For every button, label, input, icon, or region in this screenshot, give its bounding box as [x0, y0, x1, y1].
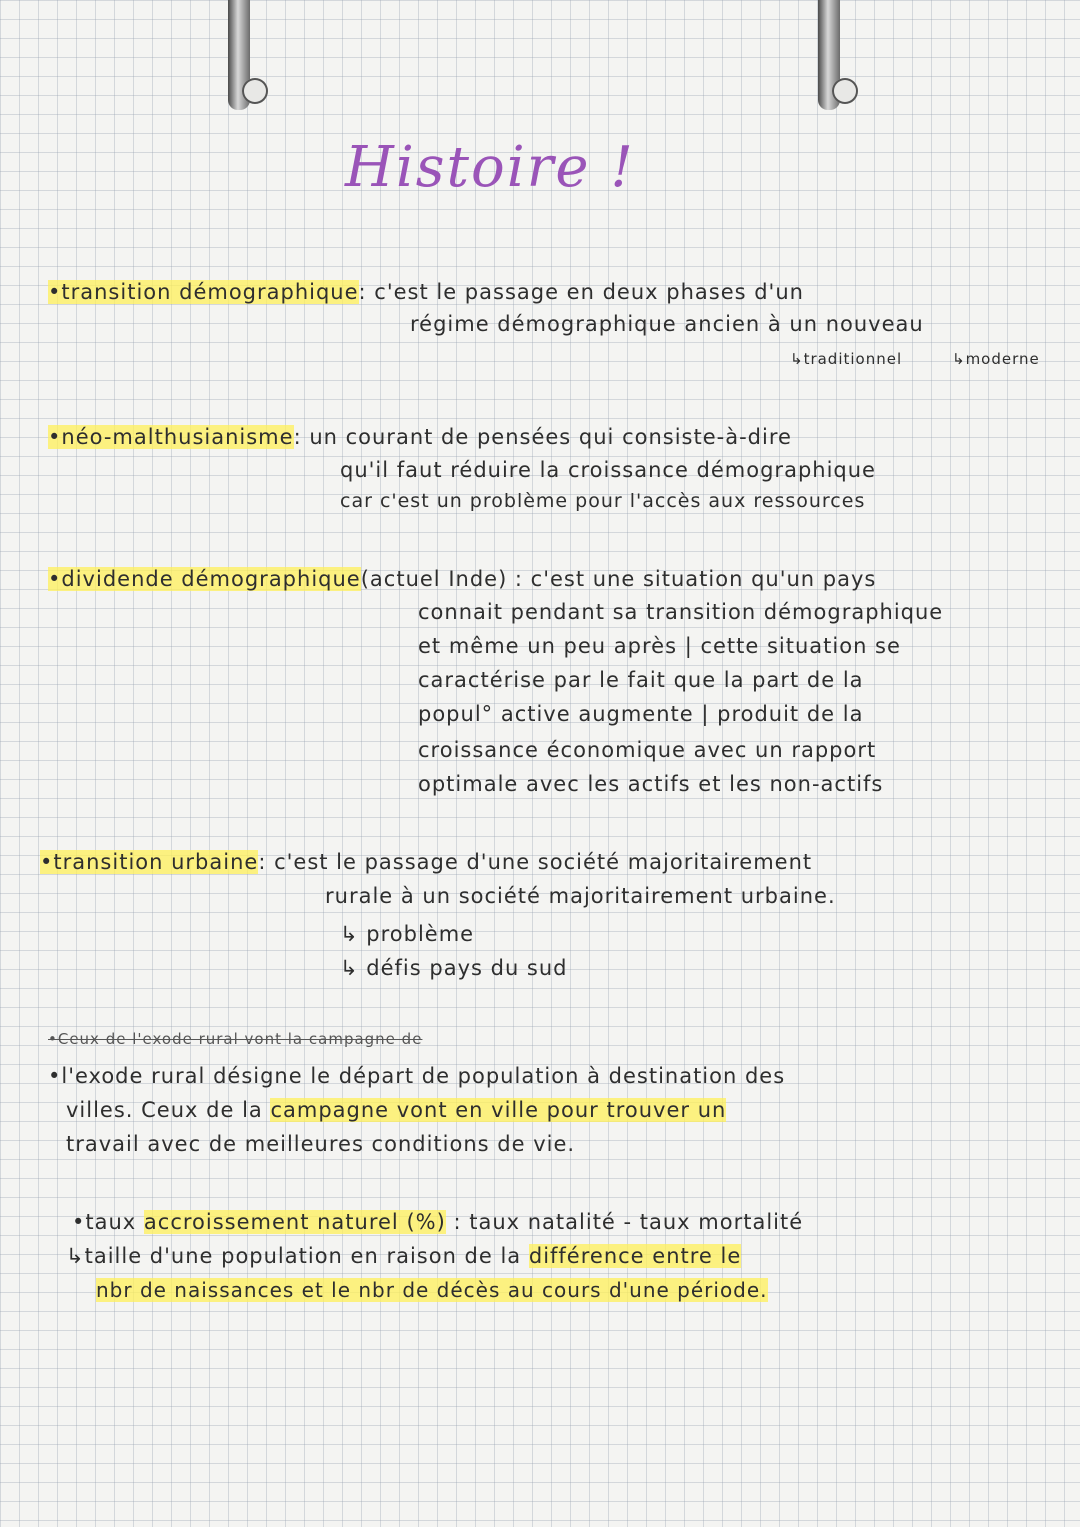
def-dividende-line7: optimale avec les actifs et les non-actifs: [418, 772, 884, 796]
def-dividende-line2: connait pendant sa transition démographique: [418, 600, 944, 624]
def-neo-malthus-line2: qu'il faut réduire la croissance démographique: [340, 458, 876, 482]
def-transition-urbaine-line2: rurale à un société majoritairement urbaine.: [325, 884, 836, 908]
def-transition-demo-line1: •transition démographique: c'est le passage en deux phases d'un: [48, 280, 804, 304]
def-transition-urbaine-line4: ↳ défis pays du sud: [340, 956, 568, 980]
def-transition-urbaine-line1: •transition urbaine: c'est le passage d'une société majoritairement: [40, 850, 813, 874]
def-dividende-line4: caractérise par le fait que la part de la: [418, 668, 864, 692]
annot-moderne: ↳moderne: [952, 350, 1040, 368]
term-neo-malthusianisme: •néo-malthusianisme: [48, 425, 294, 449]
def-transition-urbaine-line3: ↳ problème: [340, 922, 475, 946]
def-dividende-line6: croissance économique avec un rapport: [418, 738, 877, 762]
def-dividende-line5: popul° active augmente | produit de la: [418, 702, 864, 726]
term-dividende-demographique: •dividende démographique: [48, 567, 361, 591]
def-taux-line1: •taux accroissement naturel (%) : taux natalité - taux mortalité: [72, 1210, 804, 1234]
def-neo-malthus-line1: •néo-malthusianisme: un courant de pensées qui consiste-à-dire: [48, 425, 792, 449]
def-dividende-line3: et même un peu après | cette situation se: [418, 634, 901, 658]
def-exode-line3: travail avec de meilleures conditions de vie.: [66, 1132, 576, 1156]
term-transition-demographique: •transition démographique: [48, 280, 359, 304]
crossed-out-line: •Ceux de l'exode rural vont la campagne de: [48, 1030, 423, 1048]
def-taux-line2: ↳taille d'une population en raison de la différence entre le: [66, 1244, 742, 1268]
term-transition-urbaine: •transition urbaine: [40, 850, 259, 874]
annot-traditionnel: ↳traditionnel: [790, 350, 903, 368]
def-dividende-line1: •dividende démographique(actuel Inde) : c'est une situation qu'un pays: [48, 567, 877, 591]
binder-hole-left: [242, 78, 268, 104]
def-exode-line2: villes. Ceux de la campagne vont en ville pour trouver un: [66, 1098, 727, 1122]
def-taux-line3: nbr de naissances et le nbr de décès au cours d'une période.: [96, 1278, 768, 1302]
def-exode-line1: •l'exode rural désigne le départ de population à destination des: [48, 1064, 786, 1088]
def-transition-demo-line2: régime démographique ancien à un nouveau: [410, 312, 924, 336]
binder-hole-right: [832, 78, 858, 104]
def-neo-malthus-line3: car c'est un problème pour l'accès aux ressources: [340, 490, 866, 512]
page-title: Histoire !: [345, 135, 635, 200]
